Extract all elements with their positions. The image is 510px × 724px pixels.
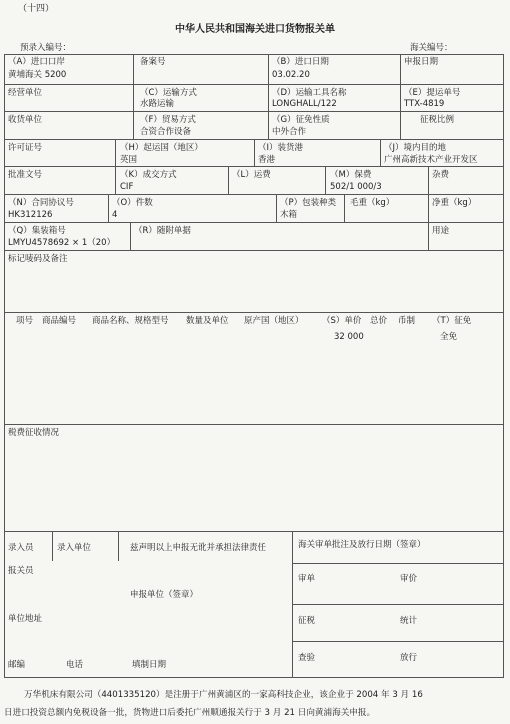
goods-col-quantity-unit: 数量及单位 [186,316,229,326]
container-number-label: （Q）集装箱号 [8,226,66,236]
release-label: 放行 [400,653,418,663]
destination-label: （J）境内目的地 [384,143,447,153]
declare-date-label: 申报日期 [404,57,439,67]
marks-remarks-label: 标记唛码及备注 [8,254,68,264]
customs-approval-label: 海关审单批注及放行日期（签章） [298,540,426,550]
usage-label: 用途 [432,226,450,236]
destination-value: 广州高新技术产业开发区 [384,155,478,165]
goods-col-currency: 币制 [398,316,416,326]
exemption-nature-label: （G）征免性质 [272,115,330,125]
insurance-label: （M）保费 [330,170,372,180]
contract-number-label: （N）合同协议号 [8,198,74,208]
postcode-label: 邮编 [8,660,26,670]
declaration-statement: 兹声明以上申报无讹并承担法律责任 [130,543,267,553]
import-date-value: 03.02.20 [272,70,310,80]
import-port-value: 黄埔海关 5200 [8,70,67,80]
import-date-label: （B）进口日期 [272,57,329,67]
operator-unit-label: 经营单位 [8,88,43,98]
misc-fee-label: 杂费 [432,170,450,180]
bill-number-label: （E）提运单号 [404,88,461,98]
section-number: （十四） [18,4,55,14]
price-review-label: 审价 [400,574,418,584]
declare-unit-label: 申报单位（签章） [130,590,199,600]
container-number-value: LMYU4578692 × 1（20） [8,238,116,248]
recorder-unit-label: 录入单位 [57,543,92,553]
gross-weight-label: 毛重（kg） [350,198,395,208]
statistics-label: 统计 [400,616,418,626]
approval-number-label: 批准文号 [8,170,43,180]
goods-col-item-no: 项号 [16,316,34,326]
goods-col-unit-price: （S）单价 [322,316,362,326]
goods-col-exemption: （T）征免 [432,316,472,326]
goods-total-price-value: 32 000 [334,332,364,342]
contract-number-value: HK312126 [8,210,53,220]
origin-country-value: 英国 [120,155,138,165]
trade-mode-label: （F）贸易方式 [140,115,196,125]
phone-label: 电话 [66,660,84,670]
deal-mode-value: CIF [120,182,134,192]
inspection-label: 查验 [298,653,316,663]
pieces-label: （O）件数 [112,198,153,208]
import-port-label: （A）进口口岸 [8,57,65,67]
freight-label: （L）运费 [232,170,271,180]
customs-number-label: 海关编号： [410,43,453,53]
transport-mode-label: （C）运输方式 [140,88,197,98]
tax-ratio-label: 征税比例 [420,115,455,125]
form-title: 中华人民共和国海关进口货物报关单 [175,24,335,35]
fill-date-label: 填制日期 [132,660,167,670]
attached-docs-label: （R）随附单据 [134,226,191,236]
pieces-value: 4 [112,210,118,220]
exemption-nature-value: 中外合作 [272,127,307,137]
description-line-1: 万华机床有限公司（4401335120）是注册于广州黄浦区的一家高科技企业，该企业于 2004 年 3 月 16 [24,690,423,700]
declarer-label: 报关员 [8,566,34,576]
package-type-value: 木箱 [280,210,298,220]
deal-mode-label: （K）成交方式 [120,170,177,180]
loading-port-label: （I）装货港 [258,143,304,153]
goods-exemption-value: 全免 [440,332,458,342]
license-number-label: 许可证号 [8,143,43,153]
description-line-2: 日进口投资总额内免税设备一批，货物进口后委托广州顺通报关行于 3 月 21 日向黄浦海关申报。 [4,708,376,718]
trade-mode-value: 合资合作设备 [140,127,192,137]
loading-port-value: 香港 [258,155,276,165]
goods-col-name-spec: 商品名称、规格型号 [92,316,169,326]
transport-mode-value: 水路运输 [140,99,175,109]
insurance-value: 502/1 000/3 [330,182,382,192]
record-number-label: 备案号 [140,57,166,67]
net-weight-label: 净重（kg） [432,198,477,208]
goods-col-origin: 原产国（地区） [244,316,304,326]
consignee-unit-label: 收货单位 [8,115,43,125]
bill-number-value: TTX-4819 [404,99,445,109]
review-label: 审单 [298,574,316,584]
goods-col-total-price: 总价 [370,316,388,326]
recorder-label: 录入员 [8,543,34,553]
goods-col-code: 商品编号 [42,316,77,326]
unit-address-label: 单位地址 [8,614,43,624]
tax-collect-label: 征税 [298,616,316,626]
origin-country-label: （H）起运国（地区） [120,143,203,153]
transport-tool-label: （D）运输工具名称 [272,88,347,98]
package-type-label: （P）包装种类 [280,198,337,208]
tax-collection-label: 税费征收情况 [8,428,60,438]
transport-tool-value: LONGHALL/122 [272,99,337,109]
preentry-number-label: 预录入编号： [20,43,72,53]
